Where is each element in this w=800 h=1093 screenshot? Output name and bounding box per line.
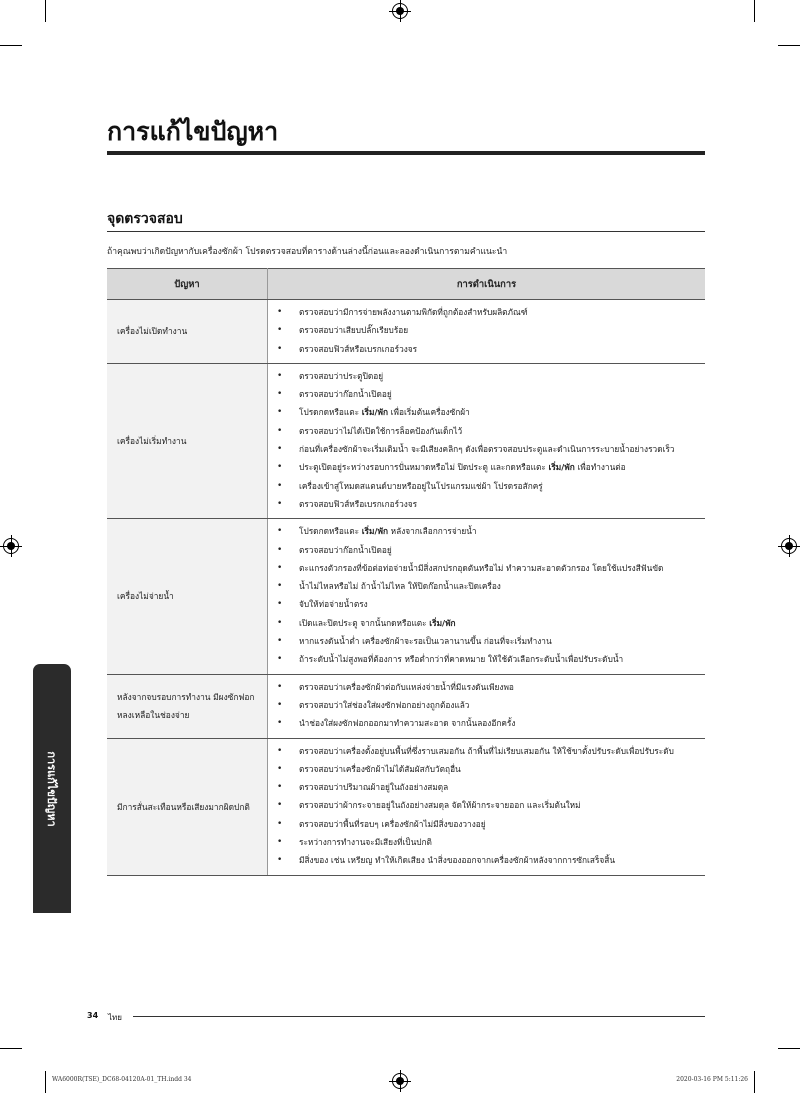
troubleshooting-table (107, 268, 705, 876)
title-divider (107, 151, 705, 155)
action-item: • ตรวจสอบฟิวส์หรือเบรกเกอร์วงจร (268, 340, 705, 358)
action-cell (268, 674, 706, 738)
action-item: • เครื่องเข้าสู่โหมดสแตนด์บายหรืออยู่ในโปรแกรมแช่ผ้า โปรดรอสักครู่ (268, 477, 705, 495)
action-item: • ตรวจสอบว่าผ้ากระจายอยู่ในถังอย่างสมดุล จัดให้ผ้ากระจายออก และเริ่มต้นใหม่ (268, 796, 705, 814)
registration-mark-icon (3, 538, 19, 554)
action-item: • น้ำไม่ไหลหรือไม่ ถ้าน้ำไม่ไหล ให้ปิดก๊อกน้ำและปิดเครื่อง (268, 577, 705, 595)
action-cell (268, 363, 706, 518)
action-item: • ตรวจสอบว่าประตูปิดอยู่ (268, 367, 705, 385)
page-title: การแก้ไขปัญหา (107, 117, 279, 146)
crop-mark (45, 1071, 46, 1093)
table-header-row (107, 269, 705, 300)
table-row (107, 674, 705, 738)
crop-mark (0, 1048, 22, 1049)
crop-mark (778, 1048, 800, 1049)
action-item: • ก่อนที่เครื่องซักผ้าจะเริ่มเติมน้ำ จะมีเสียงคลิกๆ ดังเพื่อตรวจสอบประตูและดำเนินการระบายน้ำอย่างรวดเร็ว (268, 440, 705, 458)
action-item: • ระหว่างการทำงานจะมีเสียงที่เป็นปกติ (268, 833, 705, 851)
action-text: หลังจากเลือกการจ่ายน้ำ (388, 526, 477, 537)
action-item: • ถ้าระดับน้ำไม่สูงพอที่ต้องการ หรือต่ำกว่าที่คาดหมาย ให้ใช้ตัวเลือกระดับน้ำเพื่อปรับระดับน้ำ (268, 650, 705, 668)
page-number: 34 (87, 1011, 99, 1020)
registration-mark-icon (392, 1073, 408, 1089)
problem-cell: เครื่องไม่จ่ายน้ำ (107, 519, 268, 674)
action-text: เปิดและปิดประตู จากนั้นกดหรือแตะ (299, 617, 430, 628)
action-item: • ตรวจสอบว่าใส่ช่องใส่ผงซักฟอกอย่างถูกต้องแล้ว (268, 696, 705, 714)
action-item: • ตรวจสอบว่าเครื่องตั้งอยู่บนพื้นที่ซึ่งราบเสมอกัน ถ้าพื้นที่ไม่เรียบเสมอกัน ให้ใช้ขาตั้งปรับระดับเพื่อปรับระดับ (268, 742, 705, 760)
crop-mark (778, 45, 800, 46)
action-item (268, 614, 705, 632)
action-item: • ตรวจสอบว่าเสียบปลั๊กเรียบร้อย (268, 321, 705, 339)
action-list (268, 303, 705, 358)
print-slug-file: WA6000R(TSE)_DC68-04120A-01_TH.indd 34 (52, 1076, 192, 1083)
action-text: ประตูเปิดอยู่ระหว่างรอบการปั่นหมาดหรือไม่ ปิดประตู และกดหรือแตะ (299, 462, 549, 473)
action-item: • หากแรงดันน้ำต่ำ เครื่องซักผ้าจะรอเป็นเวลานานขึ้น ก่อนที่จะเริ่มทำงาน (268, 632, 705, 650)
action-item (268, 522, 705, 540)
action-item: • ตรวจสอบว่าไม่ได้เปิดใช้การล็อคป้องกันเด็กไว้ (268, 422, 705, 440)
table-row (107, 363, 705, 518)
header-action: การดำเนินการ (268, 269, 706, 300)
header-problem: ปัญหา (107, 269, 268, 300)
action-item (268, 403, 705, 421)
crop-mark (0, 45, 22, 46)
section-title: จุดตรวจสอบ (107, 211, 183, 227)
action-item: • ตรวจสอบว่าก๊อกน้ำเปิดอยู่ (268, 541, 705, 559)
side-tab (33, 664, 71, 913)
action-text: โปรดกดหรือแตะ (299, 407, 362, 418)
action-text: โปรดกดหรือแตะ (299, 526, 362, 537)
table-row (107, 738, 705, 875)
table-row (107, 519, 705, 674)
action-item: • นำช่องใส่ผงซักฟอกออกมาทำความสะอาด จากนั้นลองอีกครั้ง (268, 714, 705, 732)
crop-mark (754, 0, 755, 22)
action-item: • ตรวจสอบฟิวส์หรือเบรกเกอร์วงจร (268, 495, 705, 513)
action-item: • ตรวจสอบว่าพื้นที่รอบๆ เครื่องซักผ้าไม่มีสิ่งของวางอยู่ (268, 815, 705, 833)
problem-cell: หลังจากจบรอบการทำงาน มีผงซักฟอกหลงเหลือในช่องจ่าย (107, 674, 268, 738)
footer-language: ไทย (108, 1013, 122, 1022)
table-row (107, 300, 705, 364)
action-item: • ตะแกรงตัวกรองที่ข้อต่อท่อจ่ายน้ำมีสิ่งสกปรกอุดตันหรือไม่ ทำความสะอาดตัวกรอง โดยใช้แปรงสีฟันขัด (268, 559, 705, 577)
button-name-emphasis: เริ่ม/พัก (361, 407, 389, 418)
section-divider (107, 231, 705, 232)
action-item: • ตรวจสอบว่าปริมาณผ้าอยู่ในถังอย่างสมดุล (268, 778, 705, 796)
crop-mark (45, 0, 46, 22)
action-list (268, 367, 705, 513)
button-name-emphasis: เริ่ม/พัก (548, 462, 575, 473)
action-cell (268, 519, 706, 674)
problem-cell: เครื่องไม่เริ่มทำงาน (107, 363, 268, 518)
action-cell (268, 738, 706, 875)
registration-mark-icon (781, 538, 797, 554)
crop-mark (754, 1071, 755, 1093)
action-item: • ตรวจสอบว่าก๊อกน้ำเปิดอยู่ (268, 385, 705, 403)
action-text: เพื่อเริ่มต้นเครื่องซักผ้า (388, 407, 470, 418)
button-name-emphasis: เริ่ม/พัก (429, 617, 456, 628)
action-item: • มีสิ่งของ เช่น เหรียญ ทำให้เกิดเสียง นำสิ่งของออกจากเครื่องซักผ้าหลังจากการซักเสร็จสิ้น (268, 851, 705, 869)
action-item: • ตรวจสอบว่ามีการจ่ายพลังงานตามพิกัดที่ถูกต้องสำหรับผลิตภัณฑ์ (268, 303, 705, 321)
side-tab-label: การแก้ไขปัญหา (45, 750, 58, 827)
action-item (268, 458, 705, 476)
footer-divider (133, 1016, 705, 1017)
action-list (268, 742, 705, 870)
action-item: • ตรวจสอบว่าเครื่องซักผ้าไม่ได้สัมผัสกับวัตถุอื่น (268, 760, 705, 778)
action-item: • ตรวจสอบว่าเครื่องซักผ้าต่อกับแหล่งจ่ายน้ำที่มีแรงดันเพียงพอ (268, 678, 705, 696)
button-name-emphasis: เริ่ม/พัก (361, 526, 389, 537)
action-text: เพื่อทำงานต่อ (574, 462, 626, 473)
action-list (268, 678, 705, 733)
print-slug-timestamp: 2020-03-16 PM 5:11:26 (676, 1076, 748, 1083)
action-item: • จับให้ท่อจ่ายน้ำตรง (268, 595, 705, 613)
registration-mark-icon (392, 3, 408, 19)
table-body (107, 300, 705, 876)
problem-cell: เครื่องไม่เปิดทำงาน (107, 300, 268, 364)
section-intro: ถ้าคุณพบว่าเกิดปัญหากับเครื่องซักผ้า โปรดตรวจสอบที่ตารางด้านล่างนี้ก่อนและลองดำเนินการตามคำแนะนำ (107, 247, 508, 257)
action-list (268, 522, 705, 668)
problem-cell: มีการสั่นสะเทือนหรือเสียงมากผิดปกติ (107, 738, 268, 875)
action-cell (268, 300, 706, 364)
